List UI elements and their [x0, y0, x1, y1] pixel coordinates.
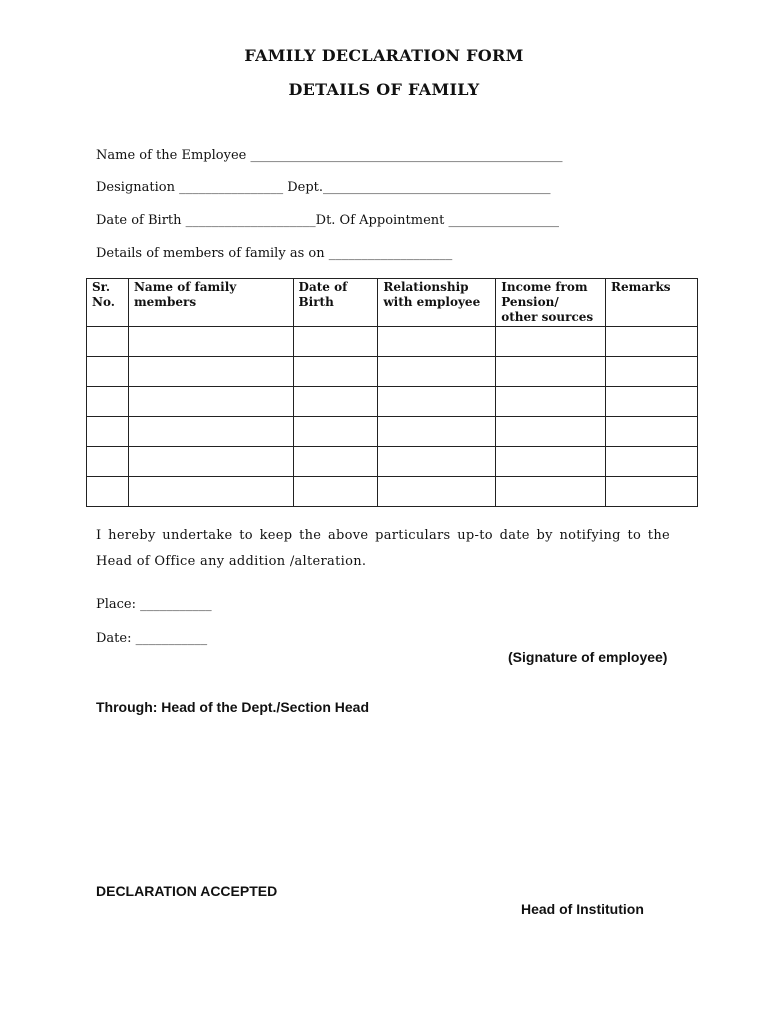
column-header: Date of Birth	[293, 279, 378, 327]
table-cell	[128, 387, 293, 417]
table-cell	[293, 387, 378, 417]
table-cell	[378, 327, 496, 357]
column-header: Relationship with employee	[378, 279, 496, 327]
table-cell	[378, 477, 496, 507]
table-cell	[87, 357, 129, 387]
table-cell	[128, 477, 293, 507]
table-cell	[606, 327, 698, 357]
table-cell	[87, 327, 129, 357]
table-cell	[87, 387, 129, 417]
table-cell	[128, 327, 293, 357]
column-header: Name of family members	[128, 279, 293, 327]
declaration-accepted: DECLARATION ACCEPTED	[96, 883, 278, 899]
table-cell	[87, 477, 129, 507]
table-cell	[293, 357, 378, 387]
table-cell	[606, 477, 698, 507]
employee-name-field: Name of the Employee ________________________________________________	[96, 148, 563, 163]
table-cell	[87, 447, 129, 477]
table-cell	[496, 387, 606, 417]
table-cell	[378, 447, 496, 477]
table-cell	[378, 387, 496, 417]
members-as-on-field: Details of members of family as on ___________________	[96, 246, 453, 261]
table-row	[87, 387, 698, 417]
table-cell	[606, 417, 698, 447]
head-of-institution: Head of Institution	[521, 901, 644, 917]
table-row	[87, 417, 698, 447]
table-row	[87, 447, 698, 477]
table-row	[87, 357, 698, 387]
table-cell	[293, 327, 378, 357]
signature-of-employee: (Signature of employee)	[508, 649, 668, 665]
date-field: Date: ___________	[96, 631, 208, 646]
place-field: Place: ___________	[96, 597, 212, 612]
undertaking-text: I hereby undertake to keep the above particulars up-to date by notifying to the Head of Office any addition /alteration.	[96, 528, 670, 569]
column-header: Remarks	[606, 279, 698, 327]
column-header: Income from Pension/ other sources	[496, 279, 606, 327]
form-title: FAMILY DECLARATION FORM	[244, 46, 524, 65]
dob-appointment-field: Date of Birth ____________________Dt. Of Appointment _________________	[96, 213, 560, 228]
form-subtitle: DETAILS OF FAMILY	[288, 80, 480, 99]
designation-dept-field: Designation ________________ Dept.___________________________________	[96, 180, 551, 195]
table-cell	[293, 447, 378, 477]
column-header: Sr. No.	[87, 279, 129, 327]
table-cell	[606, 387, 698, 417]
table-cell	[293, 417, 378, 447]
table-cell	[128, 447, 293, 477]
table-cell	[496, 417, 606, 447]
through-head-of-dept: Through: Head of the Dept./Section Head	[96, 699, 370, 715]
table-cell	[128, 357, 293, 387]
table-cell	[496, 477, 606, 507]
table-row	[87, 477, 698, 507]
family-members-table	[86, 278, 698, 507]
table-cell	[128, 417, 293, 447]
table-cell	[496, 357, 606, 387]
table-cell	[293, 477, 378, 507]
table-cell	[496, 327, 606, 357]
table-cell	[378, 417, 496, 447]
table-cell	[606, 357, 698, 387]
table-cell	[606, 447, 698, 477]
table-row	[87, 327, 698, 357]
table-cell	[496, 447, 606, 477]
table-cell	[87, 417, 129, 447]
table-cell	[378, 357, 496, 387]
table-header-row	[87, 279, 698, 327]
